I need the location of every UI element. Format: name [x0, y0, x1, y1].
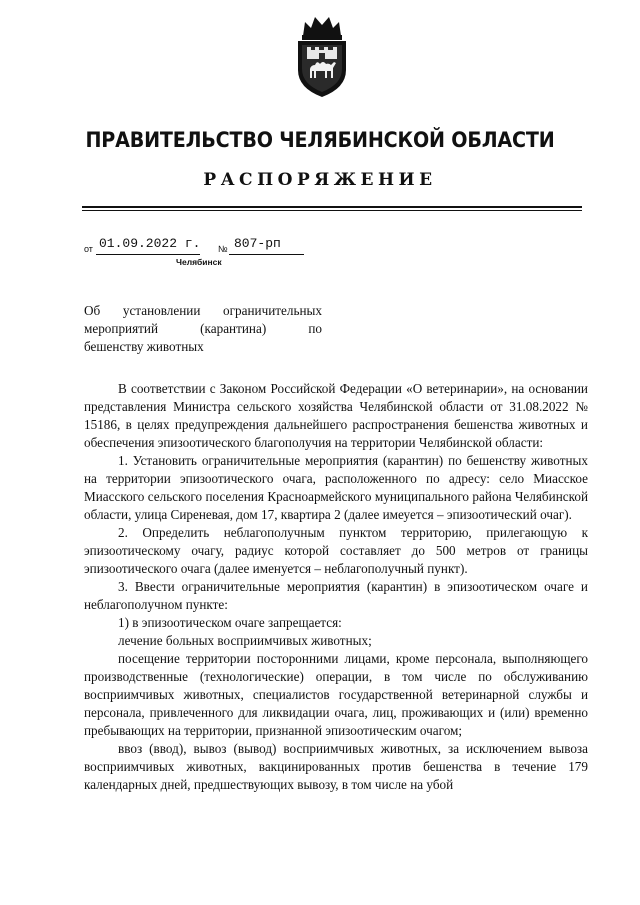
document-type-heading: РАСПОРЯЖЕНИЕ [203, 170, 437, 190]
body-paragraph: 2. Определить неблагополучным пунктом территорию, прилегающую к эпизоотическому очагу, радиус которой составляет до 500 метров от границы эпизоотического очага (далее именуется – неблагополучный пункт). [84, 525, 588, 576]
subject-line: бешенству животных [84, 339, 204, 354]
body-paragraph: 1) в эпизоотическом очаге запрещается: [118, 615, 342, 630]
body-paragraph: 1. Установить ограничительные мероприятия (карантин) по бешенству животных на территории эпизоотического очага, расположенного по адресу: село Миасское Миасского сельского поселения Красноармейского муниципального района Челябинской области, улица Сиреневая, дом 17, квартира 2 (далее имеуется – эпизоотический очаг). [84, 453, 588, 522]
body-paragraph: В соответствии с Законом Российской Федерации «О ветеринарии», на основании представления Министра сельского хозяйства Челябинской области от 31.08.2022 № 15186, в целях предупреждения дальнейшего распространения бешенства животных и обеспечения эпизоотического благополучия на территории Челябинской области: [84, 381, 588, 450]
header-rule-thick [82, 206, 582, 208]
number-label: № [218, 244, 228, 254]
subject-line: Об установлении ограничительных [84, 303, 322, 318]
number-value: 807-рп [234, 236, 281, 251]
document-body [84, 380, 588, 794]
document-subject [84, 302, 322, 356]
number-underline [229, 254, 304, 255]
subject-line: мероприятий (карантина) по [84, 321, 322, 336]
body-paragraph: лечение больных восприимчивых животных; [118, 633, 372, 648]
date-from-label: от [84, 244, 93, 254]
coat-of-arms-icon [293, 14, 351, 98]
date-value: 01.09.2022 г. [99, 236, 201, 251]
date-underline [96, 254, 200, 255]
body-paragraph: посещение территории посторонними лицами, кроме персонала, выполняющего производственные (технологические) операции, в том числе по обслуживанию восприимчивых животных, специалистов государственной ветеринарной службы и персонала, привлеченного для ликвидации очага, лиц, проживающих и (или) временно пребывающих на территории, признанной эпизоотическим очагом; [84, 651, 588, 738]
government-title: ПРАВИТЕЛЬСТВО ЧЕЛЯБИНСКОЙ ОБЛАСТИ [85, 128, 555, 152]
header-rule-thin [82, 210, 582, 211]
city-name: Челябинск [176, 257, 222, 267]
body-paragraph: ввоз (ввод), вывоз (вывод) восприимчивых животных, за исключением вывоза восприимчивых животных, вакцинированных против бешенства в течение 179 календарных дней, предшествующих вывозу, в том числе на убой [84, 741, 588, 792]
date-number-row [0, 236, 640, 270]
body-paragraph: 3. Ввести ограничительные мероприятия (карантин) в эпизоотическом очаге и неблагополучном пункте: [84, 579, 588, 612]
